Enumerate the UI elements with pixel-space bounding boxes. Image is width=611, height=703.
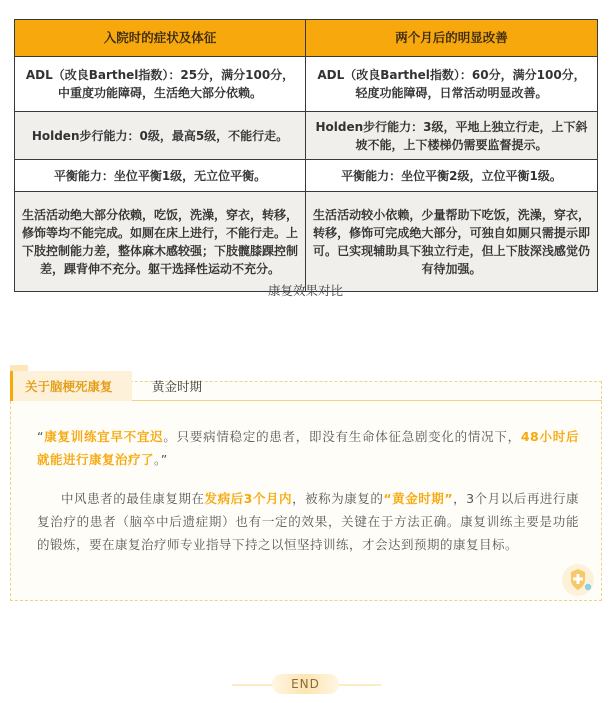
tab-underline	[132, 400, 602, 401]
highlight-golden-period: “黄金时期”	[383, 491, 454, 506]
table-cell: ADL（改良Barthel指数）：60分，满分100分，轻度功能障碍，日常活动明显改善。	[306, 57, 598, 112]
paragraph-text: 中风患者的最佳康复期在	[61, 491, 205, 506]
table-row	[15, 192, 598, 292]
paragraph-text: ，3个月以后再进行康复治疗的患者（脑卒中后遗症期）也有一定的效果，关键在于方法正确。康复训练主要是功能的锻炼，要在康复治疗师专业指导下持之以恒坚持训练，才会达到预期的康复目标。	[37, 491, 579, 552]
end-line-right	[337, 684, 381, 686]
table-cell: 平衡能力：坐位平衡1级，无立位平衡。	[15, 160, 306, 192]
table-row	[15, 57, 598, 112]
table-cell: Holden步行能力：0级，最高5级，不能行走。	[15, 112, 306, 160]
open-quote: “	[37, 429, 44, 444]
section-tab-bar	[10, 371, 602, 401]
tab-about-stroke-rehab[interactable]: 关于脑梗死康复	[10, 371, 132, 401]
highlight-3-months: 发病后3个月内	[204, 491, 293, 506]
table-cell: 生活活动较小依赖，少量帮助下吃饭，洗澡，穿衣，转移，修饰可完成绝大部分，可独自如厕只需提示即可。已实现辅助具下独立行走，但上下肢深浅感觉仍有待加强。	[306, 192, 598, 292]
comparison-table	[14, 19, 598, 292]
table-cell: 生活活动绝大部分依赖，吃饭，洗澡，穿衣，转移，修饰等均不能完成。如厕在床上进行，不能行走。上下肢控制能力差，整体麻木感较强；下肢髋膝踝控制差，踝背伸不充分。躯干选择性运动不充分。	[15, 192, 306, 292]
close-quote: 。”	[154, 452, 168, 467]
intro-paragraph	[37, 425, 579, 471]
table-header-cell: 两个月后的明显改善	[306, 20, 598, 57]
tab-golden-period[interactable]: 黄金时期	[152, 379, 203, 394]
table-row	[15, 112, 598, 160]
table-row	[15, 160, 598, 192]
end-marker	[0, 674, 611, 694]
table-caption: 康复效果对比	[267, 283, 343, 298]
highlight-early-training: 康复训练宜早不宜迟	[43, 429, 164, 444]
medical-shield-icon	[561, 563, 595, 597]
golden-period-paragraph	[37, 487, 579, 556]
end-label: END	[272, 674, 339, 694]
end-line-left	[232, 684, 276, 686]
table-header-row	[15, 20, 598, 57]
table-cell: Holden步行能力：3级，平地上独立行走，上下斜坡不能，上下楼梯仍需要监督提示。	[306, 112, 598, 160]
highlight-48-hours: 48小时后就能进行康复治疗了	[37, 429, 579, 467]
table-header-cell: 入院时的症状及体征	[15, 20, 306, 57]
paragraph-text: 。只要病情稳定的患者，即没有生命体征急剧变化的情况下，	[163, 429, 521, 444]
paragraph-text: ，被称为康复的	[292, 491, 384, 506]
table-cell: ADL（改良Barthel指数）：25分，满分100分，中重度功能障碍，生活绝大部分依赖。	[15, 57, 306, 112]
table-cell: 平衡能力：坐位平衡2级，立位平衡1级。	[306, 160, 598, 192]
